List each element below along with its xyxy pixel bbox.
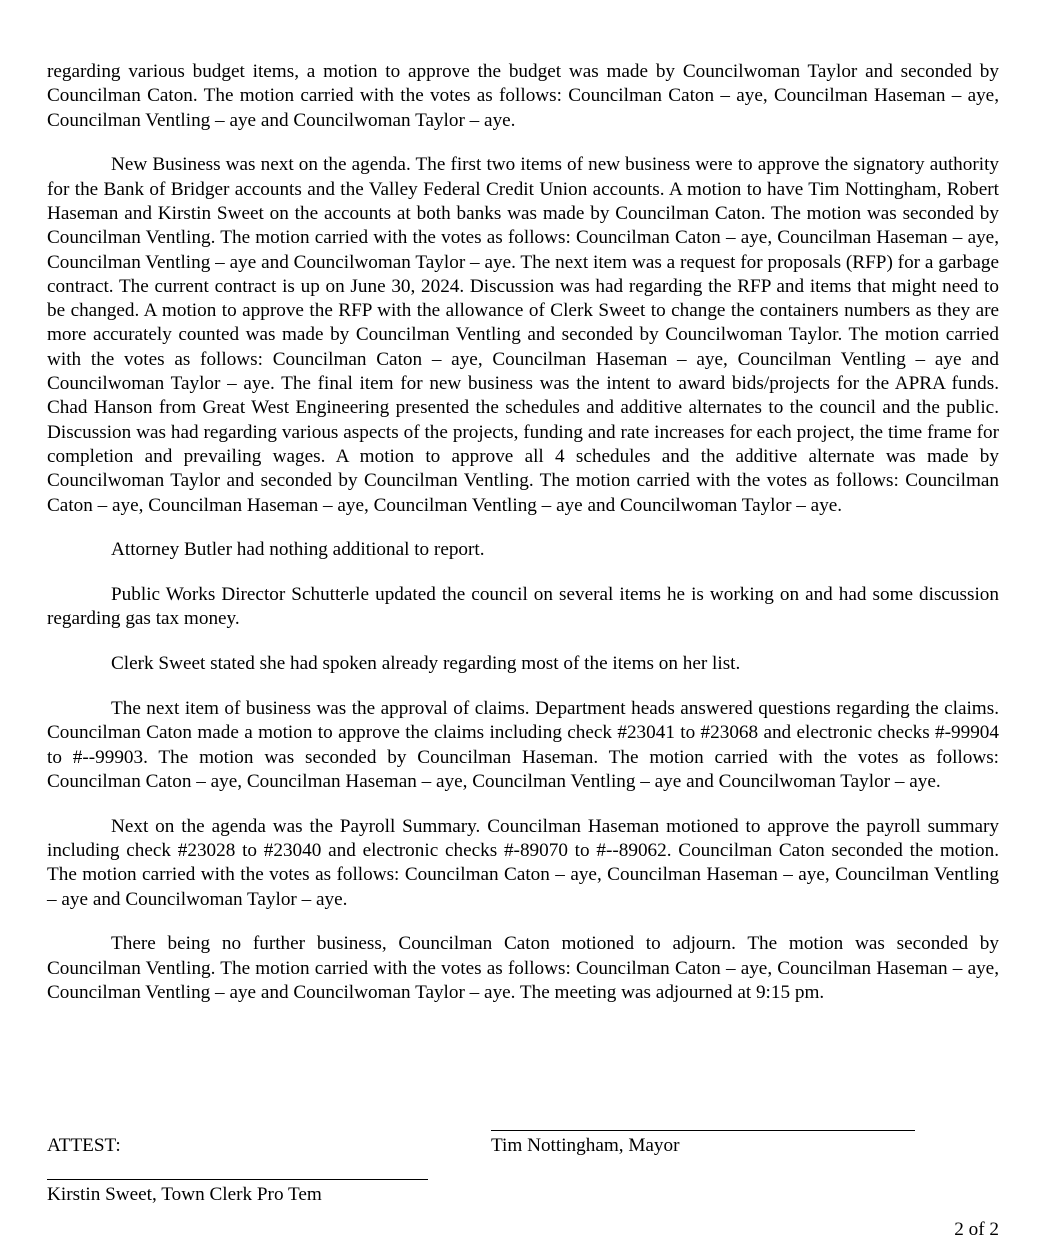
page-number: 2 of 2 [954,1219,999,1240]
mayor-signature-line [491,1130,915,1131]
paragraph-adjournment: There being no further business, Councilman Caton motioned to adjourn. The motion was seconded by Councilman Ventling. The motion carried with the votes as follows: Councilman Caton – aye, Councilman Haseman – aye, Councilman Ventling – aye and Councilwoman Taylor – aye. The meeting was adjourned at 9:15 pm. [47,933,999,1003]
clerk-name: Kirstin Sweet, Town Clerk Pro Tem [47,1184,322,1205]
paragraph-public-works-report: Public Works Director Schutterle updated the council on several items he is working on and had some discussion regarding gas tax money. [47,584,999,630]
paragraph-payroll-summary: Next on the agenda was the Payroll Summary. Councilman Haseman motioned to approve the payroll summary including check #23028 to #23040 and electronic checks #-89070 to #--89062. Councilman Caton seconded the motion. The motion carried with the votes as follows: Councilman Caton – aye, Councilman Haseman – aye, Councilman Ventling – aye and Councilwoman Taylor – aye. [47,815,999,910]
paragraph-claims-approval: The next item of business was the approval of claims. Department heads answered questions regarding the claims. Councilman Caton made a motion to approve the claims including check #23041 to #23068 and electronic checks #-99904 to #--99903. The motion was seconded by Councilman Haseman. The motion carried with the votes as follows: Councilman Caton – aye, Councilman Haseman – aye, Councilman Ventling – aye and Councilwoman Taylor – aye. [47,698,999,792]
paragraph-clerk-report: Clerk Sweet stated she had spoken already regarding most of the items on her list. [111,653,741,675]
clerk-signature-line [47,1179,428,1180]
paragraph-attorney-report: Attorney Butler had nothing additional to report. [111,539,485,561]
document-body [47,60,999,1026]
paragraph-budget-approval: regarding various budget items, a motion to approve the budget was made by Councilwoman Taylor and seconded by Councilman Caton. The motion carried with the votes as follows: Councilman Caton – aye, Councilman Haseman – aye, Councilman Ventling – aye and Councilwoman Taylor – aye. [47,61,999,131]
mayor-name: Tim Nottingham, Mayor [491,1135,680,1156]
attest-label: ATTEST: [47,1135,121,1156]
signature-block [47,1118,999,1248]
paragraph-new-business: New Business was next on the agenda. The first two items of new business were to approve the signatory authority for the Bank of Bridger accounts and the Valley Federal Credit Union accounts. A motion to have Tim Nottingham, Robert Haseman and Kirstin Sweet on the accounts at both banks was made by Councilman Caton. The motion was seconded by Councilman Ventling. The motion carried with the votes as follows: Councilman Caton – aye, Councilman Haseman – aye, Councilman Ventling – aye and Councilwoman Taylor – aye. The next item was a request for proposals (RFP) for a garbage contract. The current contract is up on June 30, 2024. Discussion was had regarding the RFP and items that might need to be changed. A motion to approve the RFP with the allowance of Clerk Sweet to change the containers numbers as they are more accurately counted was made by Councilman Ventling and seconded by Councilwoman Taylor. The motion carried with the votes as follows: Councilman Caton – aye, Councilman Haseman – aye, Councilman Ventling – aye and Councilwoman Taylor – aye. The final item for new business was the intent to award bids/projects for the APRA funds. Chad Hanson from Great West Engineering presented the schedules and additive alternates to the council and the public. Discussion was had regarding various aspects of the projects, funding and rate increases for each project, the time frame for completion and prevailing wages. A motion to approve all 4 schedules and the additive alternate was made by Councilwoman Taylor and seconded by Councilman Ventling. The motion carried with the votes as follows: Councilman Caton – aye, Councilman Haseman – aye, Councilman Ventling – aye and Councilwoman Taylor – aye. [47,154,999,516]
